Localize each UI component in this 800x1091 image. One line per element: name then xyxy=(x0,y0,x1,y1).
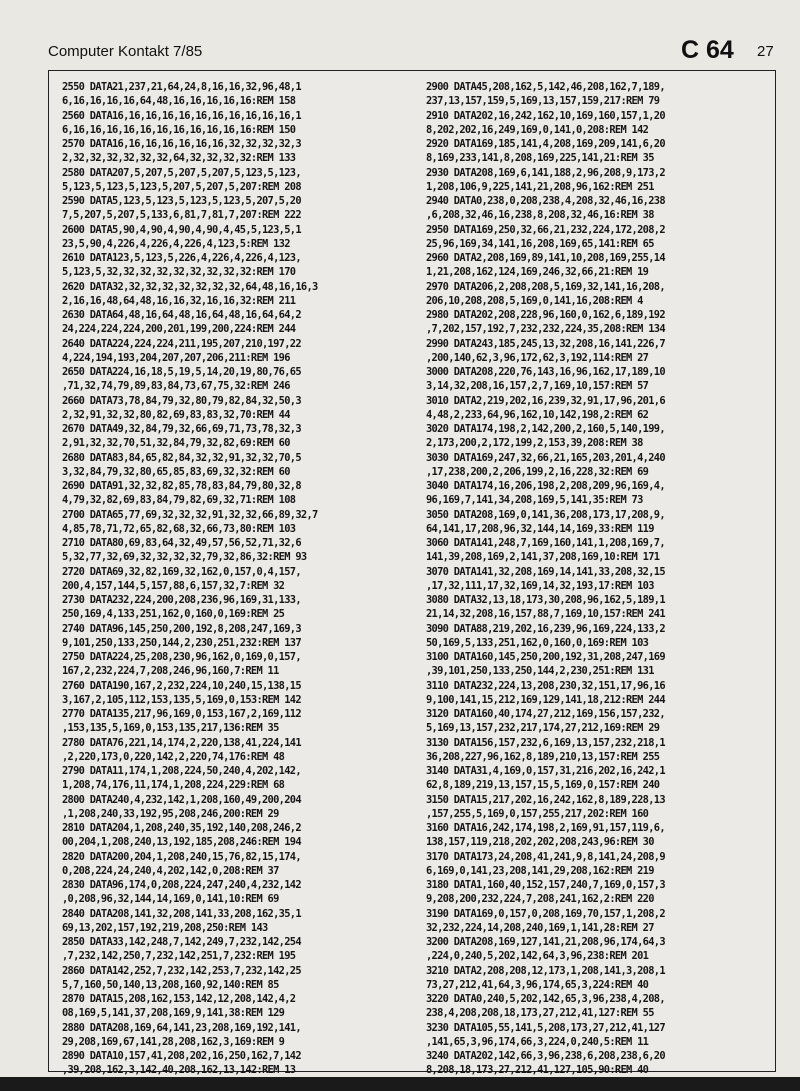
listing-line: 2610 DATA123,5,123,5,226,4,226,4,226,4,123, xyxy=(62,252,301,264)
listing-line: 00,204,1,208,240,13,192,185,208,246:REM 194 xyxy=(62,836,301,849)
listing-line: 9,208,200,232,224,7,208,241,162,2:REM 220 xyxy=(426,893,654,906)
listing-line: ,7,202,157,192,7,232,232,224,35,208:REM 134 xyxy=(426,323,665,336)
listing-line: ,6,208,32,46,16,238,8,208,32,46,16:REM 38 xyxy=(426,209,654,222)
listing-line: 69,13,202,157,192,219,208,250:REM 143 xyxy=(62,921,268,934)
listing-line: 4,79,32,82,69,83,84,79,82,69,32,71:REM 108 xyxy=(62,494,296,507)
listing-line: 3160 DATA16,242,174,198,2,169,91,157,119,6, xyxy=(426,822,665,834)
listing-line: 206,10,208,208,5,169,0,141,16,208:REM 4 xyxy=(426,294,643,307)
listing-line: ,39,208,162,3,142,40,208,162,13,142:REM 13 xyxy=(62,1064,296,1077)
listing-line: 2930 DATA208,169,6,141,188,2,96,208,9,173,2 xyxy=(426,166,665,179)
listing-line: 2670 DATA49,32,84,79,32,66,69,71,73,78,32,3 xyxy=(62,423,301,435)
listing-line: 138,157,119,218,202,202,208,243,96:REM 30 xyxy=(426,836,654,849)
listing-line: 3010 DATA2,219,202,16,239,32,91,17,96,201,6 xyxy=(426,394,665,407)
listing-line: 2,173,200,2,172,199,2,153,39,208:REM 38 xyxy=(426,437,643,450)
listing-line: ,17,32,111,17,32,169,14,32,193,17:REM 103 xyxy=(426,579,654,592)
listing-line: 9,100,141,15,212,169,129,141,18,212:REM 244 xyxy=(426,693,665,706)
listing-line: 2,91,32,32,70,51,32,84,79,32,82,69:REM 60 xyxy=(62,437,290,450)
listing-line: 3,167,2,105,112,153,135,5,169,0,153:REM 142 xyxy=(62,693,301,706)
listing-line: 3020 DATA174,198,2,142,200,2,160,5,140,199, xyxy=(426,423,665,435)
listing-line: 2810 DATA204,1,208,240,35,192,140,208,246,2 xyxy=(62,822,301,834)
listing-line: 3080 DATA32,13,18,173,30,208,96,162,5,189,1 xyxy=(426,594,665,606)
listing-line: 2840 DATA208,141,32,208,141,33,208,162,35,1 xyxy=(62,907,301,920)
listing-line: 2990 DATA243,185,245,13,32,208,16,141,226,7 xyxy=(426,337,665,350)
listing-line: 25,96,169,34,141,16,208,169,65,141:REM 65 xyxy=(426,237,654,250)
listing-line: 3140 DATA31,4,169,0,157,31,216,202,16,242,1 xyxy=(426,765,665,777)
listing-line: 2940 DATA0,238,0,208,238,4,208,32,46,16,238 xyxy=(426,195,665,207)
page-number: 27 xyxy=(757,43,774,60)
listing-line: 96,169,7,141,34,208,169,5,141,35:REM 73 xyxy=(426,494,643,507)
listing-line: 2,16,16,48,64,48,16,16,32,16,16,32:REM 211 xyxy=(62,294,296,307)
listing-line: 1,208,74,176,11,174,1,208,224,229:REM 68 xyxy=(62,779,285,792)
listing-line: 2600 DATA5,90,4,90,4,90,4,90,4,45,5,123,5,1 xyxy=(62,223,301,236)
listing-line: 237,13,157,159,5,169,13,157,159,217:REM 79 xyxy=(426,95,660,108)
listing-line: 2570 DATA16,16,16,16,16,16,16,32,32,32,32,3 xyxy=(62,138,301,150)
listing-line: 3110 DATA232,224,13,208,230,32,151,17,96,16 xyxy=(426,679,665,692)
listing-line: 2740 DATA96,145,250,200,192,8,208,247,169,3 xyxy=(62,622,301,635)
listing-line: 5,123,5,32,32,32,32,32,32,32,32,32:REM 170 xyxy=(62,266,296,279)
listing-line: 3240 DATA202,142,66,3,96,238,6,208,238,6,20 xyxy=(426,1050,665,1062)
listing-line: 29,208,169,67,141,28,208,162,3,169:REM 9 xyxy=(62,1035,285,1048)
listing-line: 2630 DATA64,48,16,64,48,16,64,48,16,64,64,2 xyxy=(62,309,301,321)
listing-line: 5,32,77,32,69,32,32,32,32,79,32,86,32:REM 93 xyxy=(62,551,307,564)
listing-line: 2850 DATA33,142,248,7,142,249,7,232,142,254 xyxy=(62,936,301,948)
listing-line: 4,48,2,233,64,96,162,10,142,198,2:REM 62 xyxy=(426,408,649,421)
listing-line: 250,169,4,133,251,162,0,160,0,169:REM 25 xyxy=(62,608,285,621)
listing-line: 2660 DATA73,78,84,79,32,80,79,82,84,32,50,3 xyxy=(62,394,301,407)
listing-line: 2880 DATA208,169,64,141,23,208,169,192,141, xyxy=(62,1021,301,1034)
listing-line: 36,208,227,96,162,8,189,210,13,157:REM 255 xyxy=(426,750,660,763)
listing-line: 2960 DATA2,208,169,89,141,10,208,169,255,14 xyxy=(426,252,665,264)
listing-line: 2,32,91,32,32,80,82,69,83,83,32,70:REM 44 xyxy=(62,408,290,421)
listing-line: 1,21,208,162,124,169,246,32,66,21:REM 19 xyxy=(426,266,649,279)
listing-line: ,39,101,250,133,250,144,2,230,251:REM 131 xyxy=(426,665,654,678)
listing-line: 2640 DATA224,224,224,211,195,207,210,197,22 xyxy=(62,337,301,350)
listing-line: 2690 DATA91,32,32,82,85,78,83,84,79,80,32,8 xyxy=(62,480,301,492)
listing-line: 2550 DATA21,237,21,64,24,8,16,16,32,96,48,1 xyxy=(62,81,301,93)
listing-line: 2590 DATA5,123,5,123,5,123,5,123,5,207,5,20 xyxy=(62,195,301,207)
listing-line: ,153,135,5,169,0,153,135,217,136:REM 35 xyxy=(62,722,279,735)
listing-line: 4,85,78,71,72,65,82,68,32,66,73,80:REM 103 xyxy=(62,522,296,535)
listing-line: 3100 DATA160,145,250,200,192,31,208,247,169 xyxy=(426,651,665,663)
listing-line: 2830 DATA96,174,0,208,224,247,240,4,232,142 xyxy=(62,879,301,891)
listing-line: 2700 DATA65,77,69,32,32,32,91,32,32,66,89,32,7 xyxy=(62,508,318,521)
section-title: C 64 xyxy=(681,36,734,64)
listing-line: 3,32,84,79,32,80,65,85,83,69,32,32:REM 60 xyxy=(62,465,290,478)
listing-line: 3130 DATA156,157,232,6,169,13,157,232,218,1 xyxy=(426,736,665,749)
listing-line: ,1,208,240,33,192,95,208,246,200:REM 29 xyxy=(62,807,279,820)
listing-line: 3210 DATA2,208,208,12,173,1,208,141,3,208,1 xyxy=(426,964,665,977)
listing-line: 5,123,5,123,5,123,5,207,5,207,5,207:REM 208 xyxy=(62,180,301,193)
listing-line: 3120 DATA160,40,174,27,212,169,156,157,232, xyxy=(426,708,665,720)
listing-line: 21,14,32,208,16,157,88,7,169,10,157:REM 241 xyxy=(426,608,665,621)
listing-line: 73,27,212,41,64,3,96,174,65,3,224:REM 40 xyxy=(426,978,649,991)
listing-line: ,7,232,142,250,7,232,142,251,7,232:REM 195 xyxy=(62,950,296,963)
listing-line: 3230 DATA105,55,141,5,208,173,27,212,41,127 xyxy=(426,1021,665,1034)
listing-line: 3030 DATA169,247,32,66,21,165,203,201,4,240 xyxy=(426,451,665,464)
listing-line: 3200 DATA208,169,127,141,21,208,96,174,64,3 xyxy=(426,936,665,948)
listing-line: 3170 DATA173,24,208,41,241,9,8,141,24,208,9 xyxy=(426,850,665,863)
listing-line: 2750 DATA224,25,208,230,96,162,0,169,0,157, xyxy=(62,651,301,663)
listing-line: 2560 DATA16,16,16,16,16,16,16,16,16,16,16,1 xyxy=(62,109,301,122)
listing-line: 238,4,208,208,18,173,27,212,41,127:REM 55 xyxy=(426,1007,654,1020)
listing-line: 2970 DATA206,2,208,208,5,169,32,141,16,208, xyxy=(426,280,665,293)
listing-line: 3060 DATA141,248,7,169,160,141,1,208,169,7, xyxy=(426,537,665,549)
listing-line: 3000 DATA208,220,76,143,16,96,162,17,189,10 xyxy=(426,366,665,378)
listing-line: ,141,65,3,96,174,66,3,224,0,240,5:REM 11 xyxy=(426,1035,649,1048)
listing-line: 2980 DATA202,208,228,96,160,0,162,6,189,192 xyxy=(426,309,665,321)
listing-line: 2,32,32,32,32,32,32,64,32,32,32,32:REM 133 xyxy=(62,152,296,165)
listing-line: 3190 DATA169,0,157,0,208,169,70,157,1,208,2 xyxy=(426,907,665,920)
listing-line: 6,16,16,16,16,16,16,16,16,16,16,16:REM 150 xyxy=(62,123,296,136)
listing-line: 2900 DATA45,208,162,5,142,46,208,162,7,189, xyxy=(426,81,665,93)
listing-line: 2680 DATA83,84,65,82,84,32,32,91,32,32,70,5 xyxy=(62,451,301,464)
listing-line: 2730 DATA232,224,200,208,236,96,169,31,133, xyxy=(62,594,301,606)
listing-line: 2870 DATA15,208,162,153,142,12,208,142,4,2 xyxy=(62,993,296,1005)
listing-line: 64,141,17,208,96,32,144,14,169,33:REM 119 xyxy=(426,522,654,535)
listing-column-right xyxy=(426,80,776,1078)
listing-line: 6,169,0,141,23,208,141,29,208,162:REM 219 xyxy=(426,864,654,877)
listing-line: 2710 DATA80,69,83,64,32,49,57,56,52,71,32,6 xyxy=(62,537,301,549)
listing-line: 23,5,90,4,226,4,226,4,226,4,123,5:REM 132 xyxy=(62,237,290,250)
listing-line: 2720 DATA69,32,82,169,32,162,0,157,0,4,157, xyxy=(62,565,301,578)
listing-line: 5,7,160,50,140,13,208,160,92,140:REM 85 xyxy=(62,978,279,991)
listing-line: 50,169,5,133,251,162,0,160,0,169:REM 103 xyxy=(426,636,649,649)
listing-line: ,157,255,5,169,0,157,255,217,202:REM 160 xyxy=(426,807,649,820)
listing-line: 1,208,106,9,225,141,21,208,96,162:REM 251 xyxy=(426,180,654,193)
listing-line: 8,202,202,16,249,169,0,141,0,208:REM 142 xyxy=(426,123,649,136)
listing-line: 24,224,224,224,200,201,199,200,224:REM 244 xyxy=(62,323,296,336)
listing-line: 3090 DATA88,219,202,16,239,96,169,224,133,2 xyxy=(426,622,665,635)
listing-line: ,2,220,173,0,220,142,2,220,74,176:REM 48 xyxy=(62,750,285,763)
listing-line: 2620 DATA32,32,32,32,32,32,32,32,64,48,16,16,3 xyxy=(62,280,318,293)
listing-line: 2910 DATA202,16,242,162,10,169,160,157,1,20 xyxy=(426,109,665,122)
listing-line: 62,8,189,219,13,157,15,5,169,0,157:REM 240 xyxy=(426,779,660,792)
listing-line: 4,224,194,193,204,207,207,206,211:REM 196 xyxy=(62,351,290,364)
listing-line: 141,39,208,169,2,141,37,208,169,10:REM 171 xyxy=(426,551,660,564)
listing-line: 3150 DATA15,217,202,16,242,162,8,189,228,13 xyxy=(426,793,665,806)
listing-line: 200,4,157,144,5,157,88,6,157,32,7:REM 32 xyxy=(62,579,285,592)
listing-line: 2650 DATA224,16,18,5,19,5,14,20,19,80,76,65 xyxy=(62,366,301,378)
listing-line: 2950 DATA169,250,32,66,21,232,224,172,208,2 xyxy=(426,223,665,236)
listing-line: 2860 DATA142,252,7,232,142,253,7,232,142,25 xyxy=(62,964,301,977)
magazine-issue: Computer Kontakt 7/85 xyxy=(48,43,203,60)
listing-line: 7,5,207,5,207,5,133,6,81,7,81,7,207:REM 222 xyxy=(62,209,301,222)
listing-line: 6,16,16,16,16,64,48,16,16,16,16,16:REM 158 xyxy=(62,95,296,108)
scan-edge xyxy=(0,1077,800,1091)
listing-line: ,224,0,240,5,202,142,64,3,96,238:REM 201 xyxy=(426,950,649,963)
listing-line: 3,14,32,208,16,157,2,7,169,10,157:REM 57 xyxy=(426,380,649,393)
listing-line: 167,2,232,224,7,208,246,96,160,7:REM 11 xyxy=(62,665,279,678)
listing-line: 2890 DATA10,157,41,208,202,16,250,162,7,142 xyxy=(62,1050,301,1062)
listing-line: 2760 DATA190,167,2,232,224,10,240,15,138,15 xyxy=(62,679,301,692)
listing-line: ,17,238,200,2,206,199,2,16,228,32:REM 69 xyxy=(426,465,649,478)
listing-line: 08,169,5,141,37,208,169,9,141,38:REM 129 xyxy=(62,1007,285,1020)
listing-line: 3050 DATA208,169,0,141,36,208,173,17,208,9, xyxy=(426,508,665,521)
listing-line: 2790 DATA11,174,1,208,224,50,240,4,202,142, xyxy=(62,765,301,777)
listing-line: 2780 DATA76,221,14,174,2,220,138,41,224,141 xyxy=(62,736,301,749)
listing-line: 8,208,18,173,27,212,41,127,105,90:REM 40 xyxy=(426,1064,649,1077)
listing-line: 3220 DATA0,240,5,202,142,65,3,96,238,4,208, xyxy=(426,993,665,1005)
listing-line: 3070 DATA141,32,208,169,14,141,33,208,32,15 xyxy=(426,565,665,578)
listing-line: 5,169,13,157,232,217,174,27,212,169:REM 29 xyxy=(426,722,660,735)
listing-line: ,71,32,74,79,89,83,84,73,67,75,32:REM 246 xyxy=(62,380,290,393)
listing-line: 8,169,233,141,8,208,169,225,141,21:REM 35 xyxy=(426,152,654,165)
listing-line: 2770 DATA135,217,96,169,0,153,167,2,169,112 xyxy=(62,708,301,720)
listing-line: 3180 DATA1,160,40,152,157,240,7,169,0,157,3 xyxy=(426,879,665,891)
listing-column-left xyxy=(62,80,412,1078)
listing-line: 2820 DATA200,204,1,208,240,15,76,82,15,174, xyxy=(62,850,301,863)
listing-line: 3040 DATA174,16,206,198,2,208,209,96,169,4, xyxy=(426,480,665,492)
listing-line: 9,101,250,133,250,144,2,230,251,232:REM 137 xyxy=(62,636,301,649)
listing-line: ,200,140,62,3,96,172,62,3,192,114:REM 27 xyxy=(426,351,649,364)
listing-line: 2800 DATA240,4,232,142,1,208,160,49,200,204 xyxy=(62,793,301,806)
listing-line: 2580 DATA207,5,207,5,207,5,207,5,123,5,123, xyxy=(62,166,301,179)
listing-line: 0,208,224,24,240,4,202,142,0,208:REM 37 xyxy=(62,864,279,877)
listing-line: ,0,208,96,32,144,14,169,0,141,10:REM 69 xyxy=(62,893,279,906)
listing-line: 32,232,224,14,208,240,169,1,141,28:REM 27 xyxy=(426,921,654,934)
page-header xyxy=(48,36,778,64)
listing-line: 2920 DATA169,185,141,4,208,169,209,141,6,20 xyxy=(426,138,665,150)
